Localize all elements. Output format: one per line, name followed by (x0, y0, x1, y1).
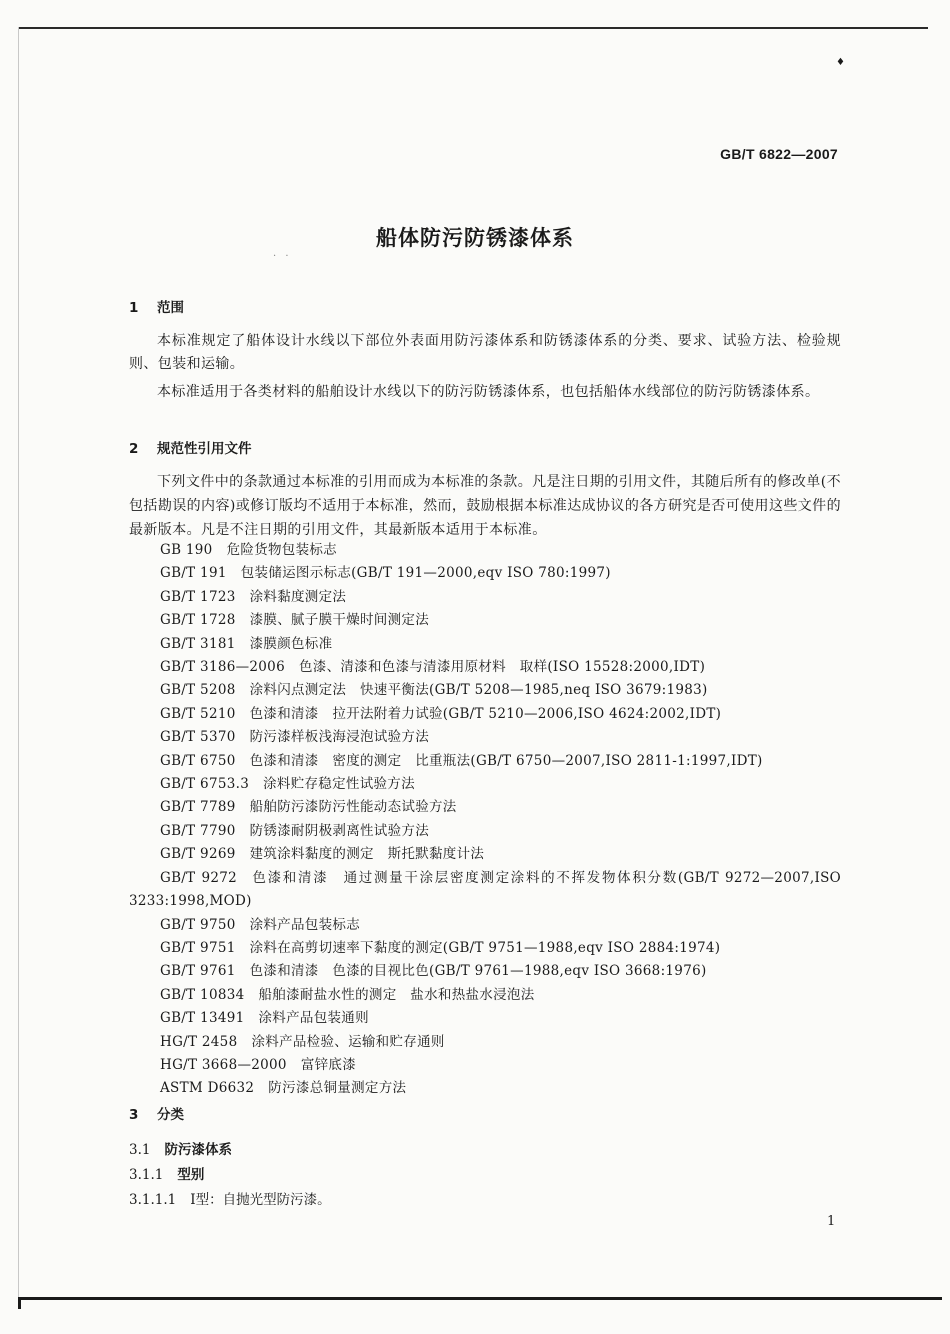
reference-item (129, 1031, 841, 1054)
section-number: 2 (129, 441, 139, 457)
reference-code: GB/T 6750 (160, 752, 236, 769)
reference-title: 防锈漆耐阴极剥离性试验方法 (249, 822, 430, 839)
reference-code: GB/T 9272 (160, 869, 238, 886)
reference-title: 涂料在高剪切速率下黏度的测定(GB/T 9751—1988,eqv ISO 2884:1974) (249, 939, 721, 956)
subsection-text: Ⅰ型：自抛光型防污漆。 (190, 1192, 331, 1208)
reference-item (129, 656, 841, 679)
reference-title: 涂料产品包装通则 (258, 1010, 369, 1027)
title-dots: · · (273, 251, 292, 262)
reference-list (129, 539, 841, 1101)
reference-item (129, 679, 841, 702)
reference-code: GB 190 (160, 542, 213, 558)
reference-title: 色漆、清漆和色漆与清漆用原材料 取样(ISO 15528:2000,IDT) (298, 659, 706, 676)
reference-code: GB/T 6753.3 (160, 776, 250, 793)
document-title: 船体防污防锈漆体系 (376, 226, 574, 250)
scope-paragraph-2: 本标准适用于各类材料的船舶设计水线以下的防污防锈漆体系，也包括船体水线部位的防污防锈漆体系。 (157, 384, 820, 400)
section-title: 分类 (157, 1107, 184, 1123)
section-1-heading (129, 299, 184, 317)
subsection-3-1-1 (129, 1166, 204, 1184)
reference-code: GB/T 191 (160, 565, 227, 582)
reference-code: ASTM D6632 (160, 1080, 255, 1097)
reference-code: GB/T 10834 (160, 986, 245, 1003)
reference-code: GB/T 5210 (160, 705, 236, 722)
reference-item (129, 937, 841, 960)
page-number: 1 (827, 1214, 836, 1229)
reference-item (129, 1077, 841, 1100)
reference-item (129, 562, 841, 585)
corner-mark-icon: ♦ (836, 57, 845, 68)
reference-title: 建筑涂料黏度的测定 斯托默黏度计法 (249, 846, 485, 863)
section-2-heading (129, 440, 252, 458)
reference-item (129, 820, 841, 843)
reference-item (129, 773, 841, 796)
reference-code: GB/T 9750 (160, 916, 236, 933)
subsection-title: 型别 (177, 1167, 205, 1183)
reference-title: 涂料产品检验、运输和贮存通则 (251, 1033, 445, 1050)
subsection-number: 3.1.1.1 (129, 1192, 177, 1208)
section-number: 1 (129, 300, 139, 316)
normative-intro: 下列文件中的条款通过本标准的引用而成为本标准的条款。凡是注日期的引用文件，其随后所有的修改单(不包括勘误的内容)或修订版均不适用于本标准，然而，鼓励根据本标准达成协议的各方研究是否可使用这些文件的最新版本。凡是不注日期的引用文件，其最新版本适用于本标准。 (129, 474, 841, 538)
section-number: 3 (129, 1107, 139, 1123)
reference-title: 船舶防污漆防污性能动态试验方法 (249, 799, 457, 816)
reference-title: 船舶漆耐盐水性的测定 盐水和热盐水浸泡法 (258, 986, 535, 1003)
standard-number: GB/T 6822—2007 (720, 146, 838, 162)
reference-code: GB/T 5370 (160, 729, 236, 746)
subsection-number: 3.1.1 (129, 1167, 164, 1183)
reference-code: GB/T 7789 (160, 799, 236, 816)
reference-code: GB/T 9761 (160, 963, 236, 980)
reference-item (129, 586, 841, 609)
reference-code: GB/T 9269 (160, 846, 236, 863)
reference-item (129, 1007, 841, 1030)
reference-code: GB/T 5208 (160, 682, 236, 699)
subsection-title: 防污漆体系 (164, 1142, 232, 1158)
subsection-3-1-1-1 (129, 1191, 331, 1209)
subsection-number: 3.1 (129, 1142, 151, 1158)
reference-title: 色漆和清漆 通过测量干涂层密度测定涂料的不挥发物体积分数(GB/T 9272—2007,ISO 3233:1998,MOD) (129, 869, 841, 910)
reference-code: GB/T 1723 (160, 588, 236, 605)
reference-title: 色漆和清漆 密度的测定 比重瓶法(GB/T 6750—2007,ISO 2811-1:1997,IDT) (249, 752, 763, 769)
reference-item (129, 914, 841, 937)
page-frame-top (18, 27, 928, 29)
reference-item (129, 726, 841, 749)
page-frame-bottom (18, 1297, 942, 1300)
reference-title: 漆膜、腻子膜干燥时间测定法 (249, 612, 430, 629)
reference-title: 包装储运图示标志(GB/T 191—2000,eqv ISO 780:1997) (240, 565, 611, 582)
reference-item (129, 984, 841, 1007)
reference-title: 危险货物包装标志 (226, 542, 337, 558)
reference-item (129, 633, 841, 656)
reference-item (129, 750, 841, 773)
subsection-3-1 (129, 1141, 232, 1159)
reference-item (129, 867, 841, 914)
page-frame-corner (18, 1297, 21, 1309)
reference-code: HG/T 2458 (160, 1033, 238, 1050)
reference-code: HG/T 3668—2000 (160, 1056, 287, 1073)
reference-code: GB/T 13491 (160, 1010, 245, 1027)
page-frame-left (18, 27, 19, 1297)
reference-item (129, 960, 841, 983)
reference-code: GB/T 3186—2006 (160, 659, 285, 676)
section-title: 规范性引用文件 (157, 441, 252, 457)
reference-title: 漆膜颜色标准 (249, 635, 333, 652)
reference-title: 色漆和清漆 色漆的目视比色(GB/T 9761—1988,eqv ISO 3668:1976) (249, 963, 707, 980)
reference-title: 涂料黏度测定法 (249, 588, 347, 605)
reference-code: GB/T 1728 (160, 612, 236, 629)
reference-item (129, 703, 841, 726)
reference-title: 涂料闪点测定法 快速平衡法(GB/T 5208—1985,neq ISO 3679:1983) (249, 682, 708, 699)
reference-title: 涂料产品包装标志 (249, 916, 361, 933)
section-title: 范围 (157, 300, 184, 316)
reference-code: GB/T 9751 (160, 939, 236, 956)
reference-item (129, 1054, 841, 1077)
reference-item (129, 539, 841, 562)
reference-code: GB/T 7790 (160, 822, 236, 839)
reference-title: 防污漆样板浅海浸泡试验方法 (249, 729, 430, 746)
reference-title: 涂料贮存稳定性试验方法 (263, 776, 415, 793)
section-3-heading (129, 1106, 184, 1124)
reference-title: 防污漆总铜量测定方法 (268, 1080, 407, 1097)
reference-code: GB/T 3181 (160, 635, 236, 652)
reference-title: 富锌底漆 (300, 1056, 357, 1073)
reference-item (129, 609, 841, 632)
reference-item (129, 796, 841, 819)
scope-paragraph-1: 本标准规定了船体设计水线以下部位外表面用防污漆体系和防锈漆体系的分类、要求、试验方法、检验规则、包装和运输。 (129, 333, 841, 372)
reference-item (129, 843, 841, 866)
reference-title: 色漆和清漆 拉开法附着力试验(GB/T 5210—2006,ISO 4624:2002,IDT) (249, 705, 722, 722)
